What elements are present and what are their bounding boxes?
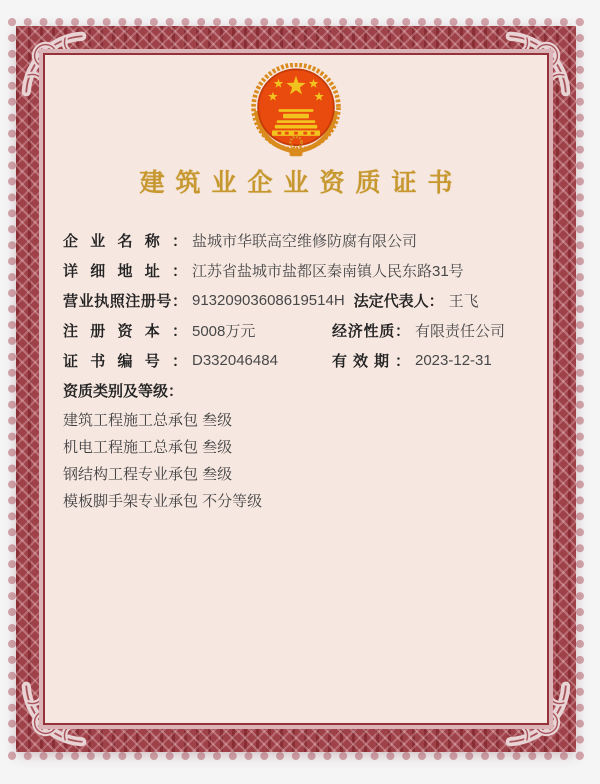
company-name-label: 企业名称： — [63, 233, 187, 250]
field-certificate-number — [63, 346, 529, 376]
address-value: 江苏省盐城市盐都区秦南镇人民东路31号 — [192, 263, 464, 280]
certificate — [16, 26, 576, 752]
certificate-number-label: 证书编号： — [63, 353, 187, 370]
license-number-label: 营业执照注册号： — [63, 293, 187, 310]
qualification-item: 模板脚手架专业承包 不分等级 — [63, 492, 263, 510]
china-national-emblem-icon — [249, 63, 343, 159]
field-license-number — [63, 286, 529, 316]
valid-until-value: 2023-12-31 — [415, 352, 492, 369]
certificate-title: 建筑业企业资质证书 — [139, 169, 464, 197]
field-address — [63, 256, 529, 286]
qualification-item: 机电工程施工总承包 叁级 — [63, 438, 233, 456]
economic-nature-label: 经济性质： — [332, 323, 410, 340]
qualification-item: 钢结构工程专业承包 叁级 — [63, 465, 233, 483]
valid-until-label: 有效期： — [332, 353, 410, 370]
certificate-paper — [43, 53, 549, 725]
registered-capital-value: 5008万元 — [192, 323, 256, 340]
economic-nature-value: 有限责任公司 — [415, 323, 506, 340]
legal-representative-label: 法定代表人： — [353, 293, 444, 310]
qualification-item: 建筑工程施工总承包 叁级 — [63, 411, 233, 429]
field-company-name — [63, 226, 529, 256]
field-registered-capital — [63, 316, 529, 346]
qualification-section-heading: 资质类别及等级： — [63, 383, 184, 400]
address-label: 详细地址： — [63, 263, 187, 280]
legal-representative-value: 王飞 — [448, 293, 479, 310]
license-number-value: 91320903608619514H — [192, 292, 345, 309]
certificate-number-value: D332046484 — [192, 352, 278, 369]
registered-capital-label: 注册资本： — [63, 323, 187, 340]
company-name-value: 盐城市华联高空维修防腐有限公司 — [192, 233, 418, 250]
